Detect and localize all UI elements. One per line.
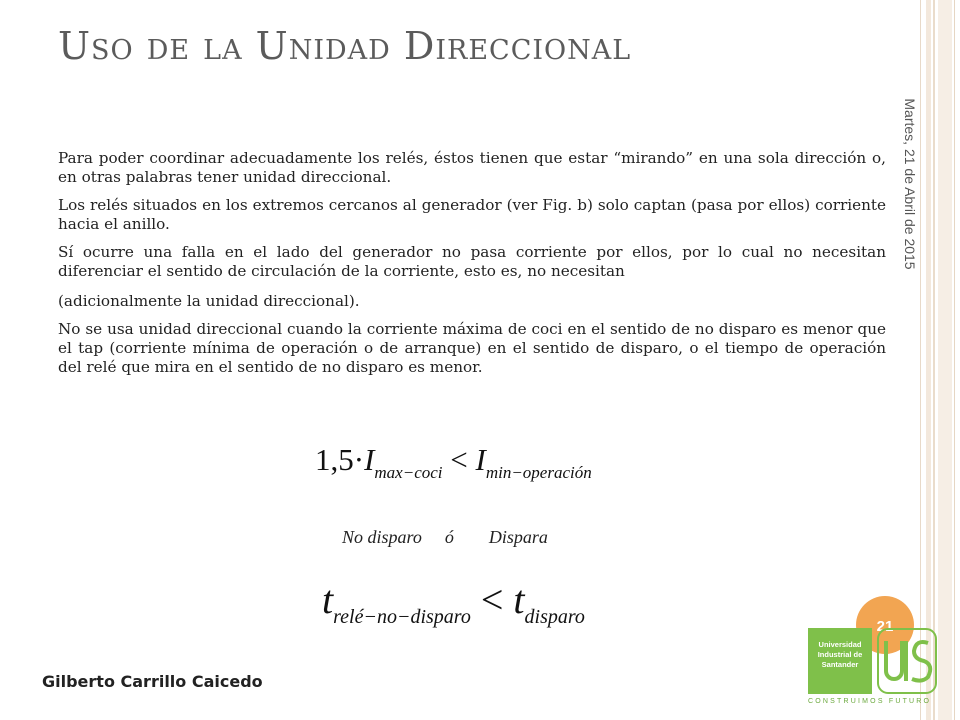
logo-line: Industrial de [817, 650, 863, 659]
paragraph: Los relés situados en los extremos cercanos al generador (ver Fig. b) solo captan (pasa por ellos) corriente hacia el anillo. [58, 196, 886, 233]
slide-title: Uso de la Unidad Direccional [58, 24, 632, 68]
formula-coefficient: 1,5· [315, 442, 365, 477]
author-name: Gilberto Carrillo Caicedo [42, 672, 263, 691]
slide-body [58, 149, 886, 386]
formula-var: I [364, 442, 375, 477]
label-dispara: Dispara [488, 527, 548, 547]
page-number-badge: 21 [856, 596, 914, 654]
paragraph: No se usa unidad direccional cuando la corriente máxima de coci en el sentido de no disparo es menor que el tap (corriente mínima de operación o de arranque) en el sentido de disparo, o el tiempo de operación del relé que mira en el sentido de no disparo es menor. [58, 320, 886, 376]
formula-operator: < [450, 442, 468, 477]
decor-stripe [954, 0, 955, 720]
uis-emblem-icon [876, 627, 938, 695]
formula-var: t [513, 577, 525, 622]
formula-time-condition [322, 576, 585, 629]
university-logo [808, 628, 872, 694]
formula-var: t [322, 577, 334, 622]
label-o: ó [444, 527, 454, 547]
formula-operator: < [480, 577, 504, 622]
decor-stripe [933, 0, 935, 720]
direction-labels [342, 527, 548, 548]
paragraph: Para poder coordinar adecuadamente los relés, éstos tienen que estar “mirando” en una sola dirección o, en otras palabras tener unidad direccional. [58, 149, 886, 186]
label-no-disparo: No disparo [342, 527, 422, 547]
logo-tagline: CONSTRUIMOS FUTURO [808, 698, 932, 705]
formula-sub: min−operación [485, 463, 592, 482]
logo-line: Santander [821, 660, 859, 669]
formula-sub: disparo [524, 606, 585, 628]
decor-stripe [926, 0, 931, 720]
paragraph: Sí ocurre una falla en el lado del generador no pasa corriente por ellos, por lo cual no necesitan diferenciar el sentido de circulación de la corriente, esto es, no necesitan [58, 243, 886, 280]
formula-current-condition [315, 442, 592, 483]
formula-var: I [475, 442, 486, 477]
decor-stripe [938, 0, 952, 720]
formula-sub: max−coci [374, 463, 443, 482]
decor-stripe [920, 0, 921, 720]
slide-date: Martes, 21 de Abril de 2015 [902, 98, 918, 270]
logo-line: Universidad [818, 640, 862, 649]
paragraph: (adicionalmente la unidad direccional). [58, 292, 360, 310]
formula-sub: relé−no−disparo [333, 606, 471, 628]
